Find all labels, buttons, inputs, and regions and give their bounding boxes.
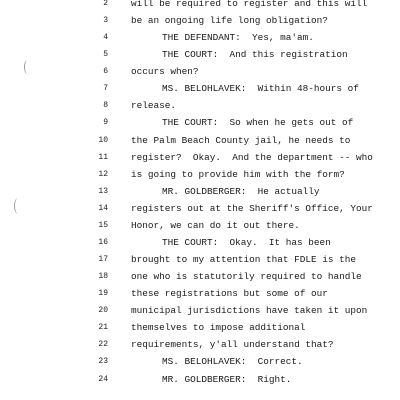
- line-text: municipal jurisdictions have taken it upon: [131, 305, 368, 316]
- transcript-line: [0, 236, 400, 250]
- line-number: 21: [98, 323, 108, 332]
- transcript-line: [0, 355, 400, 369]
- transcript-line: [0, 134, 400, 148]
- line-number: 5: [103, 50, 108, 59]
- line-text: the Palm Beach County jail, he needs to: [131, 135, 351, 146]
- transcript-line: [0, 14, 400, 28]
- line-text: these registrations but some of our: [131, 288, 328, 299]
- line-number: 16: [98, 238, 108, 247]
- line-text: Honor, we can do it out there.: [131, 220, 300, 231]
- transcript-line: [0, 185, 400, 199]
- line-text: release.: [131, 100, 177, 111]
- line-number: 15: [98, 221, 108, 230]
- transcript-line: [0, 253, 400, 267]
- transcript-line: [0, 219, 400, 233]
- line-text: be an ongoing life long obligation?: [131, 15, 328, 26]
- transcript-line: [0, 338, 400, 352]
- line-text: is going to provide him with the form?: [131, 169, 345, 180]
- transcript-line: [0, 168, 400, 182]
- line-number: 9: [103, 118, 108, 127]
- line-text: one who is statutorily required to handle: [131, 271, 362, 282]
- line-text: THE COURT: And this registration: [162, 49, 348, 60]
- line-number: 12: [98, 170, 108, 179]
- line-text: MS. BELOHLAVEK: Correct.: [162, 356, 303, 367]
- transcript-line: [0, 48, 400, 62]
- line-text: MR. GOLDBERGER: He actually: [162, 186, 320, 197]
- transcript-line: [0, 304, 400, 318]
- transcript-line: [0, 202, 400, 216]
- line-number: 3: [103, 16, 108, 25]
- transcript-line: [0, 116, 400, 130]
- line-text: themselves to impose additional: [131, 322, 306, 333]
- transcript-line: [0, 151, 400, 165]
- line-number: 8: [103, 101, 108, 110]
- transcript-line: [0, 65, 400, 79]
- line-text: THE COURT: So when he gets out of: [162, 117, 354, 128]
- line-number: 13: [98, 187, 108, 196]
- line-number: 23: [98, 357, 108, 366]
- transcript-line: [0, 270, 400, 284]
- transcript-line: [0, 287, 400, 301]
- line-number: 11: [98, 153, 108, 162]
- transcript-line: [0, 31, 400, 45]
- line-number: 18: [98, 272, 108, 281]
- transcript-line: [0, 0, 400, 11]
- line-text: THE COURT: Okay. It has been: [162, 237, 331, 248]
- line-number: 19: [98, 289, 108, 298]
- line-number: 4: [103, 33, 108, 42]
- transcript-line: [0, 82, 400, 96]
- line-number: 22: [98, 340, 108, 349]
- line-text: MR. GOLDBERGER: Right.: [162, 374, 292, 385]
- line-number: 14: [98, 204, 108, 213]
- line-text: MS. BELOHLAVEK: Within 48-hours of: [162, 83, 359, 94]
- line-number: 24: [98, 375, 108, 384]
- line-text: requirements, y'all understand that?: [131, 339, 334, 350]
- line-number: 2: [103, 0, 108, 8]
- line-text: occurs when?: [131, 66, 199, 77]
- line-text: THE DEFENDANT: Yes, ma'am.: [162, 32, 314, 43]
- line-number: 20: [98, 306, 108, 315]
- line-number: 6: [103, 67, 108, 76]
- transcript-line: [0, 99, 400, 113]
- transcript-line: [0, 321, 400, 335]
- line-number: 17: [98, 255, 108, 264]
- line-text: registers out at the Sheriff's Office, Your: [131, 203, 373, 214]
- line-text: brought to my attention that FDLE is the: [131, 254, 357, 265]
- line-number: 10: [98, 136, 108, 145]
- line-number: 7: [103, 84, 108, 93]
- line-text: will be required to register and this will: [131, 0, 368, 9]
- line-text: register? Okay. And the department -- who: [131, 152, 373, 163]
- transcript-line: [0, 373, 400, 387]
